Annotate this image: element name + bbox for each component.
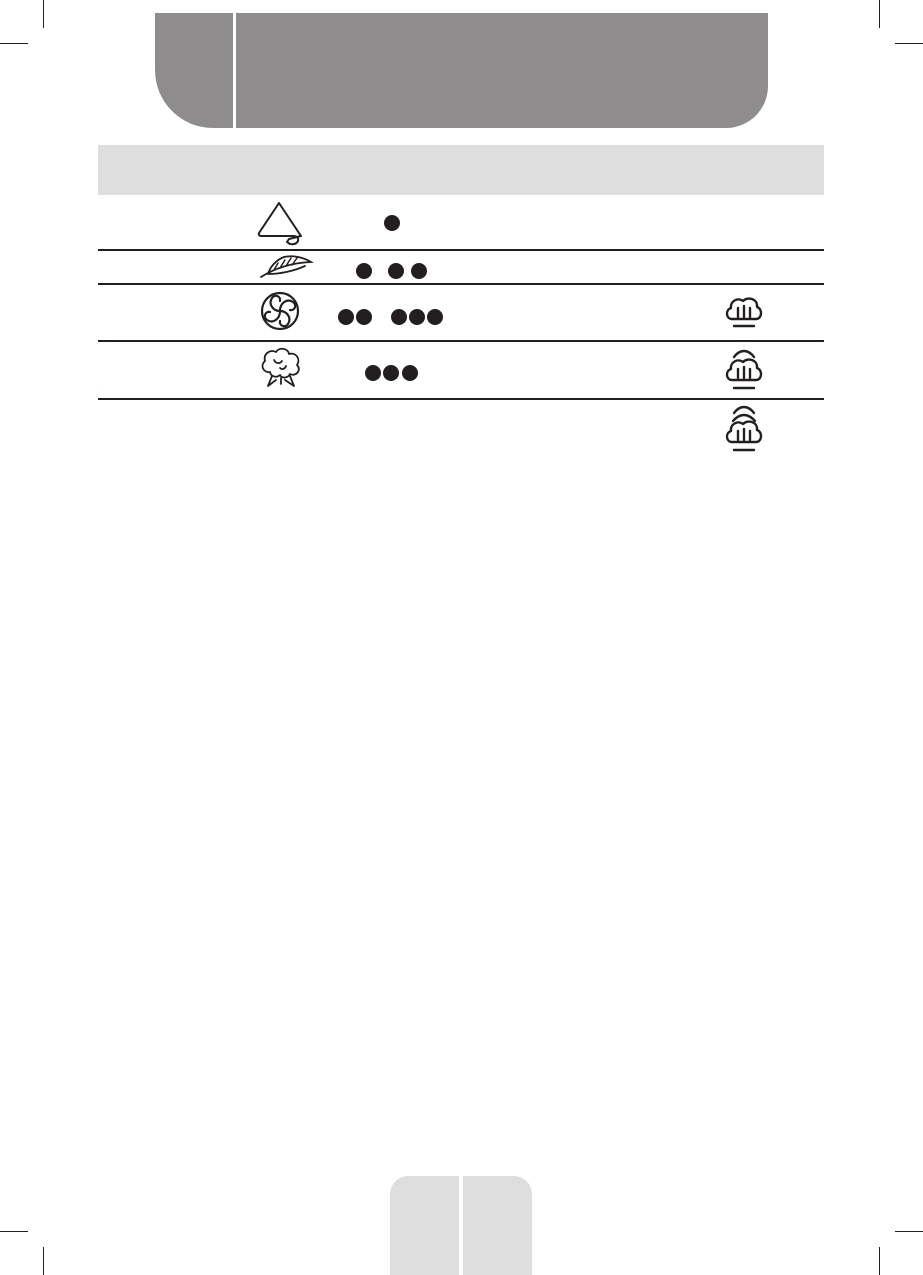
steam-level-2-icon — [723, 347, 765, 393]
cotton-flower-icon — [258, 346, 304, 390]
page-number-tab — [390, 1176, 532, 1275]
crop-mark — [0, 43, 28, 44]
crop-mark — [0, 1231, 28, 1232]
steam-level-3-icon — [723, 404, 765, 454]
header-divider — [233, 13, 236, 128]
crop-mark — [895, 43, 923, 44]
row-divider — [98, 340, 824, 342]
temperature-dots-3 — [364, 364, 419, 382]
row-divider — [98, 283, 824, 285]
row-divider — [98, 398, 824, 400]
section-header-tab — [155, 13, 768, 128]
synthetic-triangle-icon — [255, 200, 309, 246]
wool-swirl-icon — [259, 289, 301, 333]
table-header — [98, 145, 824, 195]
row-divider — [98, 249, 824, 251]
crop-mark — [879, 0, 880, 28]
temperature-dots-1 — [383, 214, 401, 232]
page-tab-divider — [459, 1176, 463, 1275]
crop-mark — [43, 1247, 44, 1275]
crop-mark — [879, 1247, 880, 1275]
crop-mark — [43, 0, 44, 28]
steam-level-1-icon — [723, 293, 765, 331]
temperature-dots-2-3 — [337, 308, 449, 326]
silk-feather-icon — [258, 254, 314, 280]
temperature-dots-1-2 — [355, 262, 430, 280]
crop-mark — [895, 1231, 923, 1232]
